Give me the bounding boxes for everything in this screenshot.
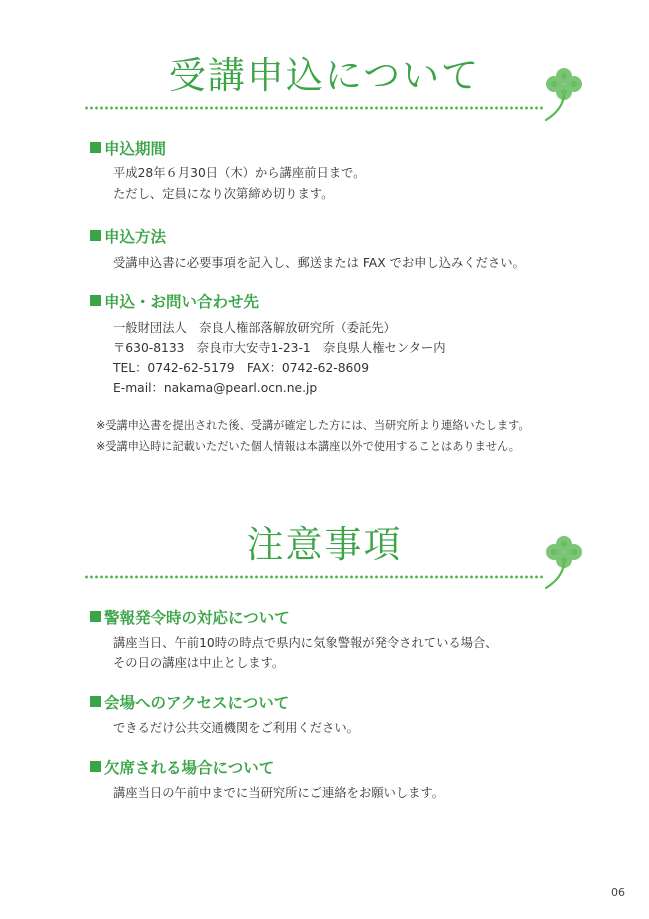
application-method-line-1: 受講申込書に必要事項を記入し、郵送または FAX でお申し込みください。 bbox=[113, 256, 525, 270]
warning-line-1: 講座当日、午前10時の時点で県内に気象警報が発令されている場合、 bbox=[113, 636, 498, 650]
section-title-application: 受講申込について bbox=[168, 54, 481, 97]
bullet-square-icon bbox=[90, 611, 101, 622]
bullet-square-icon bbox=[90, 761, 101, 772]
bullet-square-icon bbox=[90, 295, 101, 306]
clover-icon bbox=[540, 62, 590, 124]
warning-line-2: その日の講座は中止とします。 bbox=[113, 656, 285, 670]
note-confirmation: ※受講申込書を提出された後、受講が確定した方には、当研究所より連絡いたします。 bbox=[96, 419, 530, 432]
bullet-square-icon bbox=[90, 142, 101, 153]
heading-warning-response: 警報発令時の対応について bbox=[90, 608, 290, 628]
dotted-divider bbox=[84, 106, 544, 110]
heading-venue-access: 会場へのアクセスについて bbox=[90, 693, 289, 713]
note-privacy: ※受講申込時に記載いただいた個人情報は本講座以外で使用することはありません。 bbox=[96, 440, 520, 453]
heading-application-period: 申込期間 bbox=[90, 139, 166, 159]
contact-organization: 一般財団法人 奈良人権部落解放研究所（委託先） bbox=[113, 321, 396, 335]
contact-phone-fax: TEL：0742-62-5179 FAX：0742-62-8609 bbox=[113, 361, 370, 375]
heading-contact: 申込・お問い合わせ先 bbox=[90, 292, 259, 312]
contact-email: E-mail：nakama@pearl.ocn.ne.jp bbox=[113, 381, 318, 395]
clover-icon bbox=[540, 530, 590, 592]
application-period-line-2: ただし、定員になり次第締め切ります。 bbox=[113, 187, 334, 201]
contact-address: 〒630-8133 奈良市大安寺1-23-1 奈良県人権センター内 bbox=[113, 341, 446, 355]
venue-access-line-1: できるだけ公共交通機関をご利用ください。 bbox=[113, 721, 359, 735]
heading-absence: 欠席される場合について bbox=[90, 758, 274, 778]
dotted-divider bbox=[84, 575, 544, 579]
heading-application-method: 申込方法 bbox=[90, 227, 166, 247]
bullet-square-icon bbox=[90, 230, 101, 241]
bullet-square-icon bbox=[90, 696, 101, 707]
absence-line-1: 講座当日の午前中までに当研究所にご連絡をお願いします。 bbox=[113, 786, 445, 800]
application-period-line-1: 平成28年６月30日（木）から講座前日まで。 bbox=[113, 166, 366, 180]
section-title-notices: 注意事項 bbox=[246, 523, 403, 566]
page-number: 06 bbox=[611, 886, 625, 899]
